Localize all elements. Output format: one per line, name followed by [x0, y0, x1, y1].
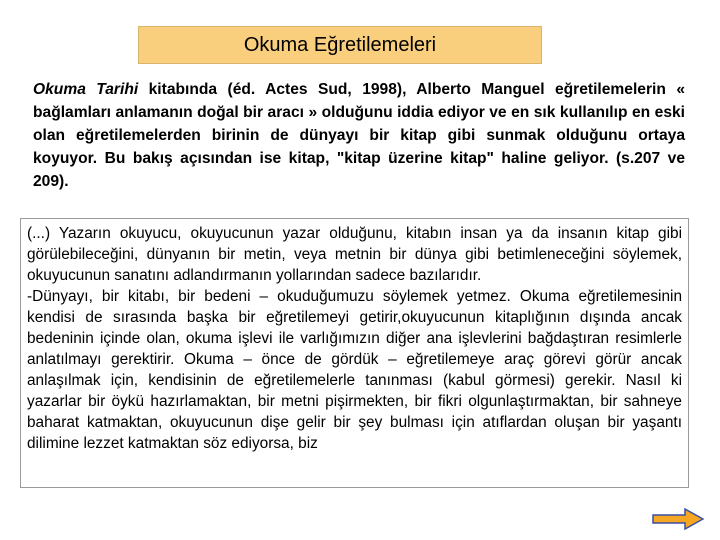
quote-box [20, 218, 689, 488]
slide-title: Okuma Eğretilemeleri [243, 33, 437, 56]
right-arrow-icon [652, 508, 704, 530]
quote-paragraph-2: -Dünyayı, bir kitabı, bir bedeni – okuduğumuzu söylemek yetmez. Okuma eğretilemesinin kendisi de sırasında başka bir eğretilemeyi getirir,okuyucunun kitaplığının dışında ancak bedeninin içinde olan, okuma işlevi ile varlığımızın diğer ana işlevlerini bağdaştıran resimlerle anlatılmayı gerektirir. Okuma – önce de gördük – eğretilemeye araç görevi görür ancak anlaşılmak için, kendisinin de eğretilemelerle tanınması (kabul görmesi) gerekir. Nasıl ki yazarlar bir öykü hazırlamaktan, bir metni pişirmekten, bir fikri olgunlaştırmaktan, bir sahneye baharat katmaktan, okuyucunun dişe gelir bir şey bulması için atıflardan oluşan bir yaşantı dilimine lezzet katmaktan söz ediyorsa, biz [27, 288, 682, 452]
next-slide-button[interactable] [652, 508, 704, 530]
slide-title-box [138, 26, 542, 64]
book-title: Okuma Tarihi [33, 81, 139, 98]
quote-paragraph-1: (...) Yazarın okuyucu, okuyucunun yazar olduğunu, kitabın insan ya da insanın kitap gibi görülebileceğini, dünyanın bir metin, veya metnin bir dünya gibi betimleneceğini söylemek, okuyucunun sanatını adlandırmanın yollarından sadece bazılarıdır. [27, 225, 682, 284]
intro-text: kitabında (éd. Actes Sud, 1998), Alberto Manguel eğretilemelerin « bağlamları anlamanın doğal bir aracı » olduğunu iddia ediyor ve en sık kullanılıp en eski olan eğretilemelerden birinin de dünyayı bir kitap gibi sunmak olduğunu ortaya koyuyor. Bu bakış açısından ise kitap, "kitap üzerine kitap" haline geliyor. (s.207 ve 209). [33, 81, 685, 190]
intro-paragraph [33, 78, 685, 193]
